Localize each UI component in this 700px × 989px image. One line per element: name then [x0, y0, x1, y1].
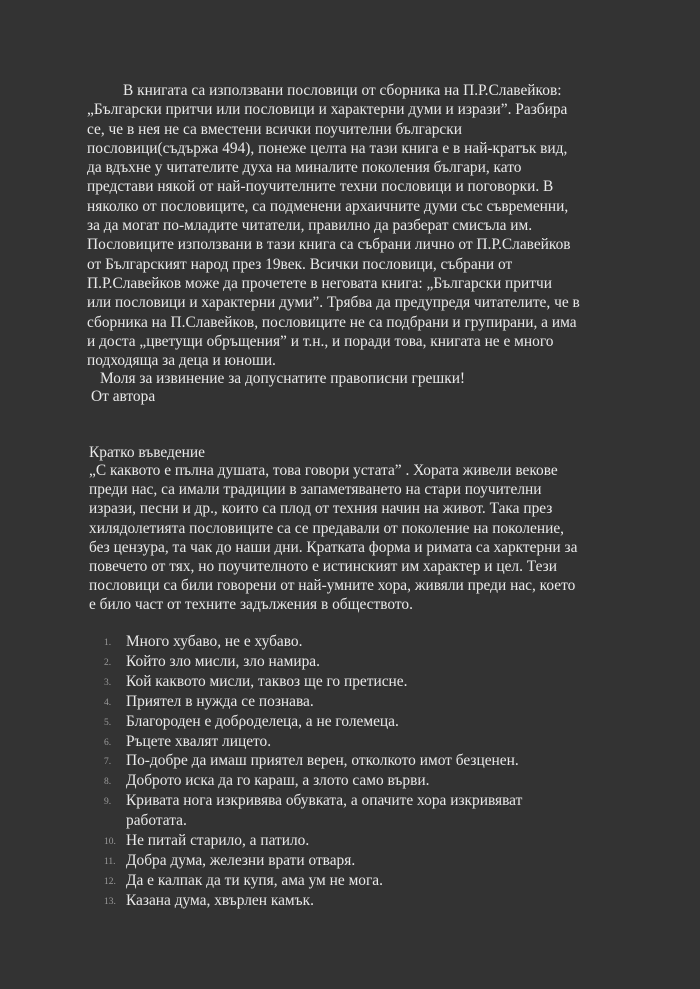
intro-line: или пословици и характерни думи”. Трябва да предупредя читателите, че в: [87, 294, 580, 312]
intro-line: за да могат по-младите читатели, правилно да разберат смисъла им.: [87, 217, 533, 235]
proverb-list: [104, 632, 616, 911]
list-number: 5.: [104, 717, 112, 728]
proverb-text: Да е калпак да ти купя, ама ум не мога.: [126, 871, 383, 889]
list-number: 8.: [104, 777, 112, 788]
intro-line: и доста „цветущи обръщения” и т.н., и поради това, книгата не е много: [87, 332, 554, 350]
list-item: [104, 712, 616, 732]
proverb-text: По-добре да имаш приятел верен, отколкото имот безценен.: [126, 752, 519, 770]
apology-line: Моля за извинение за допуснатите правописни грешки!: [100, 370, 466, 387]
section-line: хилядолетията пословиците са се предавали от поколение на поколение,: [89, 519, 565, 537]
proverb-text: Благороден е добροделеца, а не големеца.: [126, 712, 399, 730]
intro-line: няколко от пословиците, са подменени архаичните думи със съвременни,: [87, 197, 569, 215]
list-item: [104, 751, 616, 771]
intro-line: подходяща за деца и юноши.: [87, 352, 276, 370]
section-line: е било част от техните задължения в обществото.: [89, 596, 413, 614]
section-line: пословици са били говорени от най-умните хора, живяли преди нас, което: [89, 577, 576, 595]
intro-line: пословици(съдържа 494), понеже целта на тази книга е в най-кратък вид,: [87, 139, 568, 157]
list-item: [104, 732, 616, 752]
intro-line: да вдъхне у читателите духа на миналите поколения българи, като: [87, 159, 522, 177]
intro-line: В книгата са използвани пословици от сборника на П.Р.Славейков:: [123, 82, 562, 99]
intro-line: Пословиците използвани в тази книга са събрани лично от П.Р.Славейков: [87, 236, 571, 254]
intro-line: П.Р.Славейков може да прочетете в неговата книга: „Български притчи: [87, 274, 552, 292]
list-number: 6.: [104, 737, 112, 748]
proverb-text: Кривата нога изкривява обувката, а опачите хора изкривяват: [126, 792, 523, 810]
list-number: 11.: [104, 856, 116, 867]
list-item: [104, 831, 616, 851]
list-number: 13.: [104, 896, 116, 907]
section-line: преди нас, са имали традиции в запаметяването на стари поучителни: [89, 481, 542, 499]
list-number: 7.: [104, 757, 112, 768]
list-number: 1.: [104, 638, 112, 648]
proverb-text: Много хубаво, не е хубаво.: [126, 633, 303, 650]
list-item: [104, 672, 616, 692]
section-line: изрази, песни и др., които са плод от техния начин на живот. Така през: [89, 500, 553, 518]
section-line: „С каквото е пълна душата, това говори устата” . Хората живели векове: [89, 462, 558, 479]
list-item: [104, 771, 616, 791]
proverb-text: Ръцете хвалят лицето.: [126, 732, 272, 750]
intro-line: представи някой от най-поучителните техни пословици и поговорки. В: [87, 178, 554, 196]
list-item: [104, 791, 616, 831]
list-number: 3.: [104, 677, 112, 688]
section-paragraph: [89, 461, 617, 615]
section-title: Кратко въведение: [89, 444, 205, 461]
list-number: 12.: [104, 876, 116, 887]
intro-line: се, че в нея не са вместени всички поучителни български: [87, 120, 462, 138]
proverb-text: Казана дума, хвърлен камък.: [126, 891, 314, 909]
author-signature: От автора: [91, 388, 156, 405]
intro-line: сборника на П.Славейков, пословиците не са подбрани и групирани, а има: [87, 313, 577, 331]
list-number: 4.: [104, 697, 112, 708]
list-item: [104, 692, 616, 712]
proverb-text: Приятел в нужда се познава.: [126, 692, 314, 710]
proverb-text: Не питай старило, а патило.: [126, 832, 310, 850]
proverb-text: Доброто иска да го караш, а злото само върви.: [126, 772, 430, 790]
proverb-text: Който зло мисли, зло намира.: [126, 652, 320, 670]
list-item: [104, 871, 616, 891]
proverb-text: Кой каквото мисли, таквоз ще го претисне.: [126, 672, 408, 690]
list-item: [104, 632, 616, 652]
proverb-text-continued: работата.: [126, 812, 187, 830]
intro-paragraph: [87, 81, 621, 370]
section-line: без цензура, та чак до наши дни. Кратката форма и римата са харктерни за: [89, 538, 578, 556]
section-line: повечето от тях, но поучителното е истинският им характер и цел. Тези: [89, 558, 557, 576]
list-number: 10.: [104, 837, 116, 848]
list-item: [104, 652, 616, 672]
list-number: 2.: [104, 657, 112, 668]
list-item: [104, 891, 616, 911]
list-item: [104, 851, 616, 871]
intro-line: от Българският народ през 19век. Всички пословици, събрани от: [87, 255, 513, 273]
proverb-text: Добра дума, железни врати отваря.: [126, 851, 356, 869]
intro-line: „Български притчи или пословици и характерни думи и изрази”. Разбира: [87, 101, 568, 119]
list-number: 9.: [104, 797, 112, 808]
